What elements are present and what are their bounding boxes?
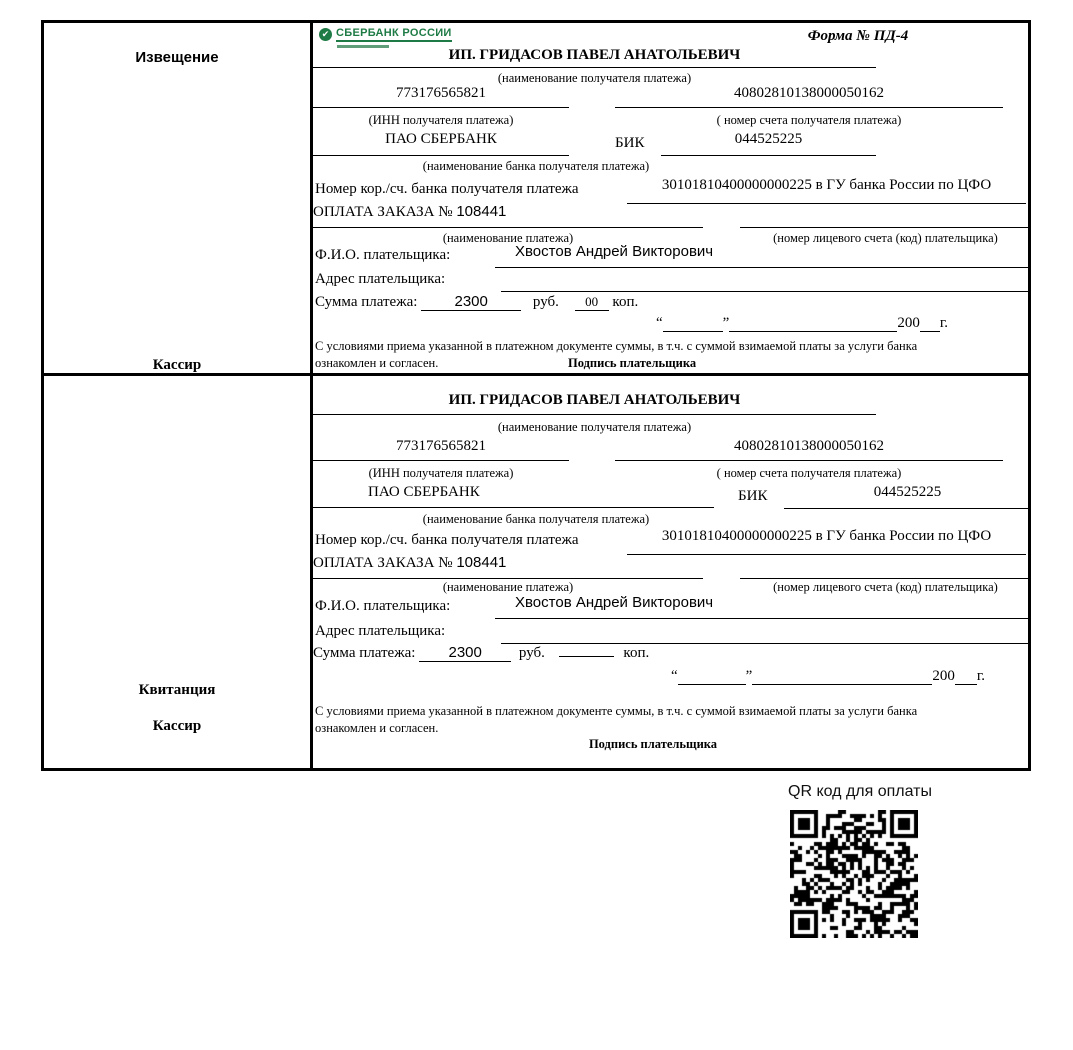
- amount-rub-value: 2300: [419, 644, 511, 662]
- kop-label: коп.: [612, 294, 639, 310]
- inn-value: 773176565821: [313, 438, 569, 461]
- bank-name-value: ПАО СБЕРБАНК: [313, 484, 714, 508]
- bik-value: 044525225: [661, 131, 876, 156]
- date-month-blank: [752, 669, 932, 685]
- payment-name-value: [313, 203, 703, 228]
- personal-account-blank: [740, 203, 1031, 228]
- account-caption: ( номер счета получателя платежа): [716, 113, 902, 127]
- payer-name-label: Ф.И.О. плательщика:: [315, 247, 451, 263]
- inn-caption: (ИНН получателя платежа): [368, 466, 514, 480]
- inn-caption: (ИНН получателя платежа): [368, 113, 514, 127]
- receipt-left-column: [44, 376, 313, 768]
- quote-close: ”: [745, 668, 753, 684]
- date-day-blank: [663, 316, 723, 332]
- payer-address-label: Адрес плательщика:: [315, 271, 446, 287]
- amount-kop-value: [559, 656, 614, 657]
- year-prefix: 200: [932, 668, 955, 684]
- payer-address-blank: [501, 267, 1028, 292]
- account-value: 40802810138000050162: [615, 438, 1003, 461]
- receipt-content: [313, 376, 1028, 768]
- date-line: [656, 315, 948, 332]
- amount-row: [313, 644, 649, 662]
- account-caption: ( номер счета получателя платежа): [716, 466, 902, 480]
- payment-caption: (наименование платежа): [442, 580, 574, 594]
- quote-open: “: [671, 668, 678, 684]
- payer-signature-label: Подпись плательщика: [588, 737, 718, 751]
- notice-section: [44, 23, 1028, 376]
- payer-signature-label: Подпись плательщика: [568, 356, 697, 370]
- notice-title: Извещение: [135, 49, 219, 66]
- recipient-name: ИП. ГРИДАСОВ ПАВЕЛ АНАТОЛЬЕВИЧ: [313, 392, 876, 415]
- payment-caption: (наименование платежа): [442, 231, 574, 245]
- amount-row: [315, 293, 638, 311]
- quote-open: “: [656, 315, 663, 331]
- recipient-caption: (наименование получателя платежа): [497, 71, 692, 85]
- bank-caption: (наименование банка получателя платежа): [422, 159, 650, 173]
- notice-content: [313, 23, 1028, 373]
- bank-name-value: ПАО СБЕРБАНК: [313, 131, 569, 156]
- date-year-blank: [920, 316, 940, 332]
- quote-close: ”: [722, 315, 730, 331]
- rub-label: руб.: [518, 645, 545, 661]
- payer-name-value: Хвостов Андрей Викторович: [495, 594, 1028, 619]
- personal-account-blank: [740, 554, 1031, 579]
- amount-rub-value: 2300: [421, 293, 521, 311]
- kop-label: коп.: [623, 645, 650, 661]
- payment-name-value: [313, 554, 703, 579]
- agreement-text: С условиями приема указанной в платежном документе суммы, в т.ч. с суммой взимаемой платы за услуги банка ознакомлен и согласен.: [315, 339, 918, 370]
- payment-name-prefix: ОПЛАТА ЗАКАЗА №: [313, 555, 453, 571]
- year-prefix: 200: [897, 315, 920, 331]
- bik-label: БИК: [615, 135, 645, 151]
- amount-label: Сумма платежа:: [313, 645, 416, 661]
- agreement-text: С условиями приема указанной в платежном документе суммы, в т.ч. с суммой взимаемой платы за услуги банка ознакомлен и согласен.: [315, 704, 918, 735]
- payer-name-value: Хвостов Андрей Викторович: [495, 243, 1028, 268]
- payment-name-prefix: ОПЛАТА ЗАКАЗА №: [313, 204, 453, 220]
- payer-address-blank: [501, 619, 1028, 644]
- notice-left-column: [44, 23, 313, 373]
- receipt-cashier-label: Кассир: [152, 718, 202, 734]
- bank-caption: (наименование банка получателя платежа): [422, 512, 650, 526]
- personal-account-caption: (номер лицевого счета (код) плательщика): [773, 580, 998, 594]
- corr-account-value: 30101810400000000225 в ГУ банка России по ЦФО: [627, 177, 1026, 204]
- date-line: [671, 668, 985, 685]
- form-number: Форма № ПД-4: [807, 28, 909, 44]
- year-suffix: г.: [976, 668, 986, 684]
- recipient-name: ИП. ГРИДАСОВ ПАВЕЛ АНАТОЛЬЕВИЧ: [313, 47, 876, 68]
- payer-address-label: Адрес плательщика:: [315, 623, 446, 639]
- receipt-section: [44, 376, 1028, 768]
- inn-value: 773176565821: [313, 85, 569, 108]
- notice-cashier-label: Кассир: [152, 357, 202, 373]
- date-year-blank: [955, 669, 977, 685]
- corr-account-label: Номер кор./сч. банка получателя платежа: [315, 181, 579, 197]
- qr-code-image: [790, 810, 918, 938]
- receipt-title: Квитанция: [138, 682, 216, 698]
- date-day-blank: [678, 669, 746, 685]
- order-number: 108441: [456, 554, 507, 571]
- corr-account-label: Номер кор./сч. банка получателя платежа: [315, 532, 579, 548]
- sberbank-logo: [319, 27, 452, 42]
- order-number: 108441: [456, 203, 507, 220]
- amount-kop-value: 00: [575, 294, 609, 311]
- corr-account-value: 30101810400000000225 в ГУ банка России по ЦФО: [627, 528, 1026, 555]
- sberbank-logo-text: СБЕРБАНК РОССИИ: [336, 27, 452, 42]
- date-month-blank: [729, 316, 897, 332]
- bik-label: БИК: [738, 488, 768, 504]
- sberbank-logo-icon: ✔: [319, 28, 332, 41]
- recipient-caption: (наименование получателя платежа): [497, 420, 692, 434]
- account-value: 40802810138000050162: [615, 85, 1003, 108]
- amount-label: Сумма платежа:: [315, 294, 418, 310]
- rub-label: руб.: [532, 294, 559, 310]
- payer-name-label: Ф.И.О. плательщика:: [315, 598, 451, 614]
- bik-value: 044525225: [784, 484, 1031, 509]
- year-suffix: г.: [939, 315, 949, 331]
- pd4-form: [41, 20, 1031, 771]
- qr-caption: QR код для оплаты: [788, 783, 933, 800]
- personal-account-caption: (номер лицевого счета (код) плательщика): [773, 231, 998, 245]
